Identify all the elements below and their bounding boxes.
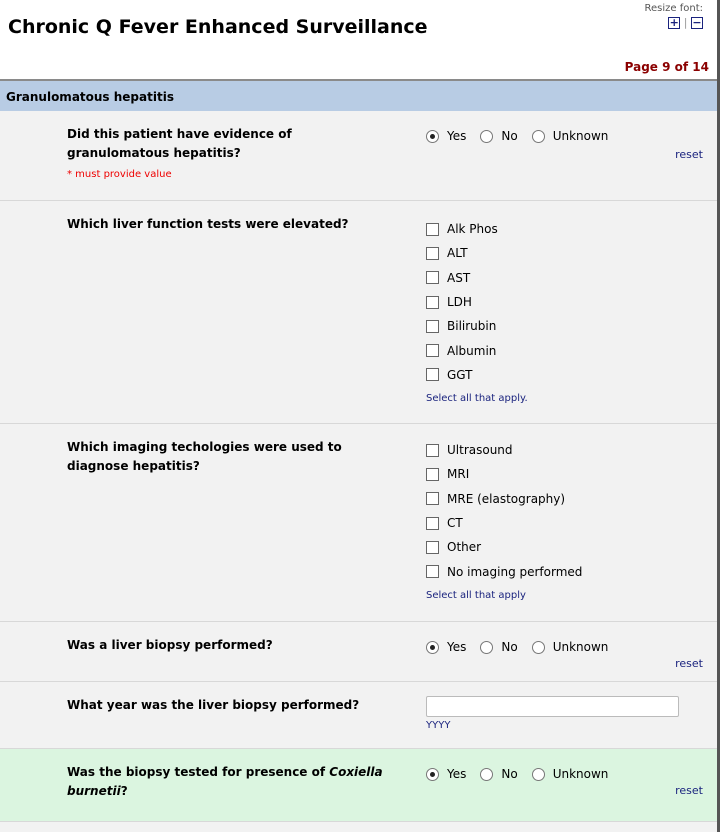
checkbox-option[interactable]: Bilirubin [426,314,528,338]
reset-link[interactable]: reset [675,657,703,670]
checkbox-option[interactable]: LDH [426,290,528,314]
checkbox-icon[interactable] [426,271,439,284]
radio-option[interactable]: Unknown [532,640,609,654]
checkbox-option[interactable]: Ultrasound [426,438,582,462]
resize-font-label: Resize font: [644,3,703,14]
required-note: * must provide value [67,169,172,180]
checkbox-option[interactable]: Other [426,535,582,559]
checkbox-option[interactable]: No imaging performed [426,559,582,583]
question-label: Which liver function tests were elevated? [67,217,349,231]
resize-font [645,3,704,29]
radio-icon[interactable] [532,768,545,781]
checkbox-option[interactable]: MRI [426,462,582,486]
checkbox-option[interactable]: MRE (elastography) [426,487,582,511]
question-label: Did this patient have evidence of granulomatous hepatitis? [67,127,292,160]
checkbox-icon[interactable] [426,517,439,530]
radio-option[interactable]: Yes [426,640,466,654]
radio-icon[interactable] [480,641,493,654]
radio-icon[interactable] [480,768,493,781]
checkbox-option[interactable]: ALT [426,241,528,265]
checkbox-icon[interactable] [426,492,439,505]
divider: | [683,16,688,29]
checkbox-icon[interactable] [426,468,439,481]
question-label: Which imaging techologies were used to diagnose hepatitis? [67,440,342,473]
radio-option[interactable]: Yes [426,767,466,781]
checkbox-icon[interactable] [426,296,439,309]
checkbox-icon[interactable] [426,541,439,554]
radio-option[interactable]: No [480,640,517,654]
checkbox-option[interactable]: AST [426,266,528,290]
radio-icon[interactable] [532,641,545,654]
question-row [0,111,717,201]
checkbox-icon[interactable] [426,320,439,333]
question-row [0,424,717,622]
checkbox-icon[interactable] [426,368,439,381]
radio-option[interactable]: No [480,767,517,781]
reset-link[interactable]: reset [675,784,703,797]
page-indicator: Page 9 of 14 [624,60,709,74]
checkbox-icon[interactable] [426,247,439,260]
question-row [0,682,717,749]
radio-option[interactable]: Unknown [532,129,609,143]
checkbox-icon[interactable] [426,223,439,236]
checkbox-icon[interactable] [426,344,439,357]
radio-icon[interactable] [426,641,439,654]
hint: Select all that apply [426,589,526,601]
page-title: Chronic Q Fever Enhanced Surveillance [8,16,428,38]
reset-link[interactable]: reset [675,148,703,161]
radio-option[interactable]: Unknown [532,767,609,781]
question-label: Was a liver biopsy performed? [67,638,273,652]
checkbox-option[interactable]: GGT [426,363,528,387]
checkbox-icon[interactable] [426,444,439,457]
radio-option[interactable]: No [480,129,517,143]
question-label: Was the biopsy tested for presence of Coxiella burnetii? [67,765,383,798]
checkbox-icon[interactable] [426,565,439,578]
question-row [0,622,717,682]
radio-option[interactable]: Yes [426,129,466,143]
radio-icon[interactable] [480,130,493,143]
question-row [0,749,717,822]
checkbox-option[interactable]: CT [426,511,582,535]
question-label: What year was the liver biopsy performed? [67,698,360,712]
question-row [0,201,717,424]
increase-font-icon[interactable]: + [669,16,679,29]
page-header [0,0,717,81]
decrease-font-icon[interactable]: − [692,16,702,29]
biopsy-year-input[interactable] [426,696,679,717]
radio-icon[interactable] [426,130,439,143]
hint: Select all that apply. [426,393,528,405]
radio-icon[interactable] [532,130,545,143]
hint: YYYY [426,720,451,731]
section-header: Granulomatous hepatitis [0,81,717,111]
checkbox-option[interactable]: Albumin [426,338,528,362]
radio-icon[interactable] [426,768,439,781]
checkbox-option[interactable]: Alk Phos [426,217,528,241]
